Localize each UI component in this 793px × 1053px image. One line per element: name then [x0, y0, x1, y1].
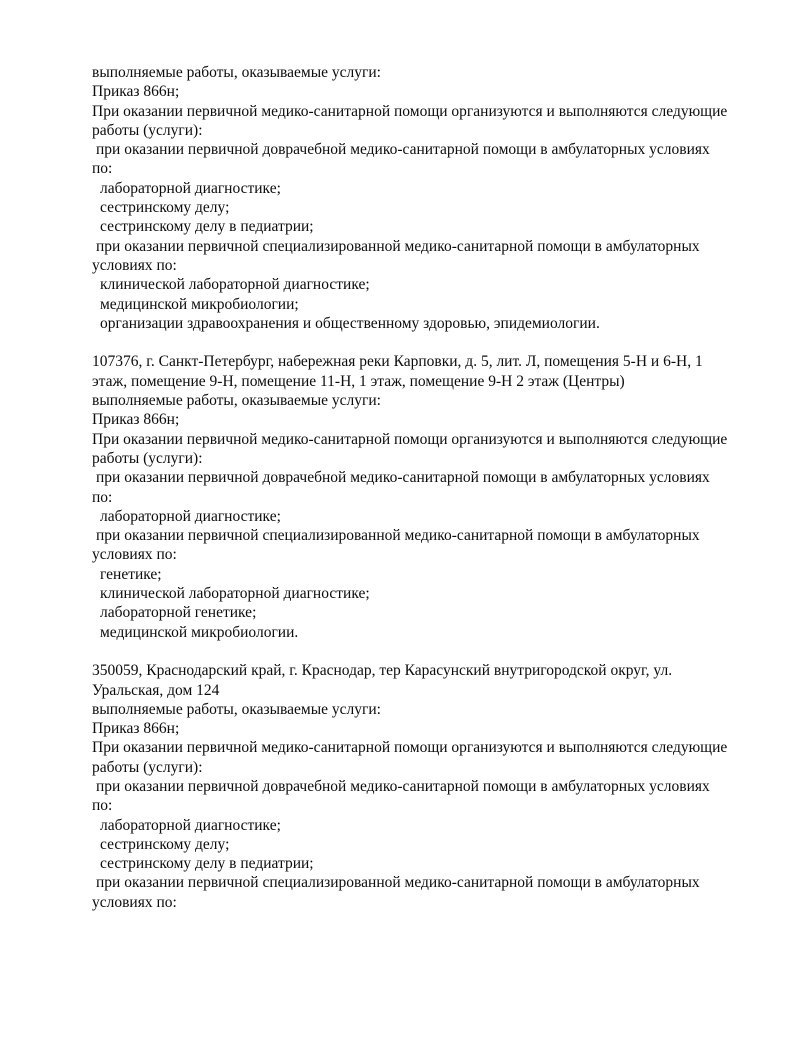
document-text: [92, 63, 752, 912]
document-line: по:: [92, 488, 113, 506]
document-line: медицинской микробиологии.: [100, 623, 299, 641]
document-line: условиях по:: [92, 256, 177, 274]
document-line: при оказании первичной специализированной медико-санитарной помощи в амбулаторных: [96, 237, 700, 255]
document-line: работы (услуги):: [92, 449, 203, 467]
document-line: Уральская, дом 124: [92, 681, 220, 699]
document-line: при оказании первичной доврачебной медико-санитарной помощи в амбулаторных условиях: [96, 777, 710, 795]
section-gap: [92, 333, 752, 352]
document-line: при оказании первичной доврачебной медико-санитарной помощи в амбулаторных условиях: [96, 469, 710, 487]
document-line: 107376, г. Санкт-Петербург, набережная реки Карповки, д. 5, лит. Л, помещения 5-Н и 6-Н, 1: [92, 353, 703, 371]
document-line: работы (услуги):: [92, 758, 203, 776]
document-line: этаж, помещение 9-Н, помещение 11-Н, 1 этаж, помещение 9-Н 2 этаж (Центры): [92, 372, 625, 390]
document-line: генетике;: [100, 565, 162, 583]
document-line: по:: [92, 160, 113, 178]
document-line: Приказ 866н;: [92, 83, 180, 101]
document-line: При оказании первичной медико-санитарной помощи организуются и выполняются следующие: [92, 430, 728, 448]
document-line: лабораторной генетике;: [100, 604, 257, 622]
document-line: сестринскому делу в педиатрии;: [100, 855, 314, 873]
section-gap: [92, 642, 752, 661]
document-line: медицинской микробиологии;: [100, 295, 299, 313]
document-line: сестринскому делу;: [100, 835, 230, 853]
document-line: условиях по:: [92, 546, 177, 564]
document-line: сестринскому делу;: [100, 199, 230, 217]
document-line: выполняемые работы, оказываемые услуги:: [92, 392, 381, 410]
document-line: работы (услуги):: [92, 121, 203, 139]
document-line: при оказании первичной доврачебной медико-санитарной помощи в амбулаторных условиях: [96, 141, 710, 159]
document-line: выполняемые работы, оказываемые услуги:: [92, 64, 381, 81]
document-line: лабораторной диагностике;: [100, 816, 281, 834]
document-line: сестринскому делу в педиатрии;: [100, 218, 314, 236]
document-line: лабораторной диагностике;: [100, 507, 281, 525]
document-line: условиях по:: [92, 893, 177, 911]
document-line: по:: [92, 797, 113, 815]
document-line: При оказании первичной медико-санитарной помощи организуются и выполняются следующие: [92, 739, 728, 757]
document-line: Приказ 866н;: [92, 411, 180, 429]
document-line: При оказании первичной медико-санитарной помощи организуются и выполняются следующие: [92, 102, 728, 120]
document-line: лабораторной диагностике;: [100, 179, 281, 197]
document-line: 350059, Краснодарский край, г. Краснодар, тер Карасунский внутригородской округ, ул.: [92, 662, 673, 680]
document-line: клинической лабораторной диагностике;: [100, 585, 370, 603]
document-line: выполняемые работы, оказываемые услуги:: [92, 700, 381, 718]
document-line: клинической лабораторной диагностике;: [100, 276, 370, 294]
document-line: при оказании первичной специализированной медико-санитарной помощи в амбулаторных: [96, 527, 700, 545]
document-line: Приказ 866н;: [92, 720, 180, 738]
document-line: при оказании первичной специализированной медико-санитарной помощи в амбулаторных: [96, 874, 700, 892]
document-line: организации здравоохранения и общественному здоровью, эпидемиологии.: [100, 314, 600, 332]
